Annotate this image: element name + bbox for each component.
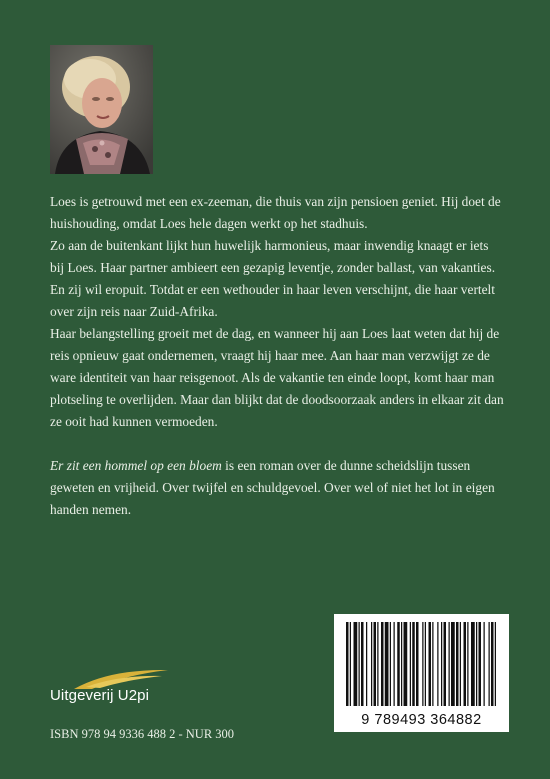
- barcode-bar: [437, 622, 438, 706]
- barcode-bar: [495, 622, 496, 706]
- barcode-bar: [425, 622, 426, 706]
- barcode-bar: [451, 622, 455, 706]
- barcode: [334, 614, 509, 732]
- barcode-bar: [377, 622, 378, 706]
- barcode-bar: [401, 622, 402, 706]
- barcode-bar: [484, 622, 485, 706]
- barcode-bar: [390, 622, 391, 706]
- barcode-bar: [422, 622, 423, 706]
- barcode-bar: [366, 622, 367, 706]
- barcode-bar: [460, 622, 461, 706]
- publisher-logo: [50, 667, 220, 709]
- barcode-bar: [350, 622, 351, 706]
- barcode-bar: [471, 622, 475, 706]
- barcode-digits: 9 789493 364882: [361, 712, 482, 728]
- book-title: Er zit een hommel op een bloem: [50, 458, 222, 473]
- blurb-paragraph-4-text: is een roman over de dunne scheidslijn tussen geweten en vrijheid. Over twijfel en schuldgevoel. Over wel of niet het lot in eigen handen nemen.: [50, 458, 495, 517]
- author-photo: [50, 45, 153, 174]
- barcode-bar: [346, 622, 349, 706]
- barcode-bar: [412, 622, 415, 706]
- barcode-bar: [456, 622, 459, 706]
- barcode-bar: [476, 622, 477, 706]
- barcode-bar: [394, 622, 395, 706]
- barcode-bar: [397, 622, 400, 706]
- barcode-bar: [371, 622, 372, 706]
- back-cover-blurb: [50, 191, 505, 521]
- barcode-bar: [354, 622, 358, 706]
- barcode-bar: [385, 622, 389, 706]
- barcode-bar: [429, 622, 432, 706]
- barcode-bars-icon: [344, 622, 499, 706]
- blurb-paragraph-3: Haar belangstelling groeit met de dag, en wanneer hij aan Loes laat weten dat hij de reis opnieuw gaat ondernemen, vraagt hij haar mee. Aan haar man verzwijgt ze de ware identiteit van haar reisgenoot. Als de vakantie ten einde loopt, komt haar man plotseling te overlijden. Maar dan blijkt dat de doodsoorzaak anders in elkaar zit dan ze ooit had kunnen vermoeden.: [50, 326, 504, 429]
- blurb-paragraph-1: Loes is getrouwd met een ex-zeeman, die thuis van zijn pensioen geniet. Hij doet de huishouding, omdat Loes hele dagen werkt op het stadhuis.: [50, 194, 501, 231]
- blurb-paragraph-4: [50, 455, 505, 521]
- barcode-bar: [467, 622, 468, 706]
- barcode-bar: [441, 622, 442, 706]
- publisher-name: Uitgeverij U2pi: [50, 687, 150, 704]
- barcode-bar: [444, 622, 447, 706]
- barcode-bar: [404, 622, 408, 706]
- barcode-bar: [489, 622, 490, 706]
- isbn-line: ISBN 978 94 9336 488 2 - NUR 300: [50, 727, 235, 741]
- barcode-bar: [381, 622, 384, 706]
- barcode-bar: [432, 622, 433, 706]
- barcode-bar: [449, 622, 450, 706]
- barcode-bar: [416, 622, 419, 706]
- barcode-bar: [491, 622, 494, 706]
- barcode-bar: [479, 622, 482, 706]
- barcode-bar: [410, 622, 411, 706]
- barcode-bar: [361, 622, 364, 706]
- barcode-bar: [464, 622, 467, 706]
- blurb-paragraph-2: Zo aan de buitenkant lijkt hun huwelijk harmonieus, maar inwendig knaagt er iets bij Loes. Haar partner ambieert een gezapig leventje, zonder ballast, van vakanties. En zij wil eropuit. Totdat er een wethouder in haar leven verschijnt, die haar vertelt over zijn reis naar Zuid-Afrika.: [50, 238, 496, 319]
- author-portrait-icon: [50, 45, 153, 174]
- barcode-bar: [359, 622, 360, 706]
- barcode-bar: [374, 622, 377, 706]
